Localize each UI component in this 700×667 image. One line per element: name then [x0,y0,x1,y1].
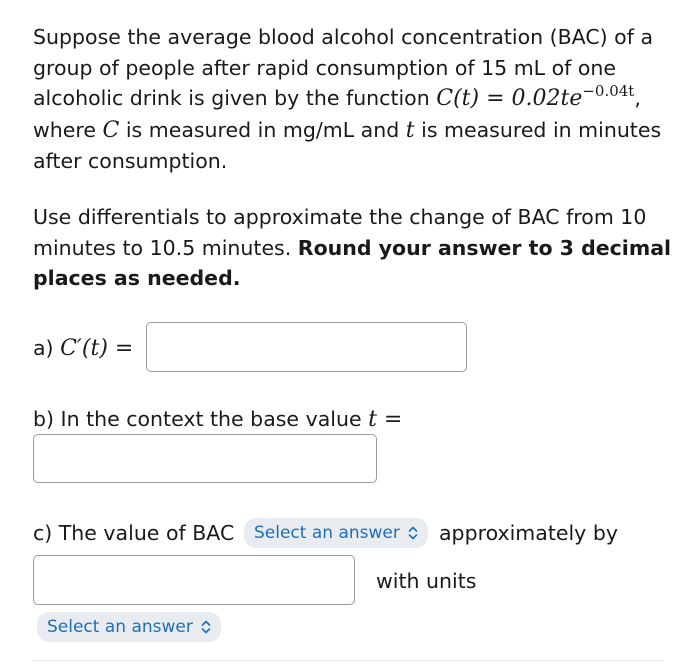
part-a-prefix: a) [33,336,61,360]
function-comma: , [634,86,641,110]
part-a-label [33,333,133,364]
base-value-input[interactable] [33,434,377,483]
direction-select[interactable] [244,518,428,548]
variable-c: C [102,117,120,143]
page-bottom-divider [33,660,663,663]
derivative-expression: C′(t) = [60,336,134,361]
instruction-text: Use differentials to approximate the change of BAC from 10 minutes to 10.5 minutes. [33,205,647,260]
direction-select-value: Select an answer [254,523,400,543]
part-b-variable: t [368,407,377,432]
instructions [33,202,673,294]
problem-intro-text: Suppose the average blood alcohol concentration (BAC) of a group of people after rapid consumption of 15 mL of one alcoholic drink is given by the function [33,25,654,110]
bac-function [436,82,635,111]
problem-text-units: is measured in mg/mL and [119,117,406,142]
units-select-value: Select an answer [47,617,193,637]
part-b-equals: = [376,407,403,432]
part-b-text: b) In the context the base value [33,407,369,431]
problem-text-minutes: is measured in minutes after consumption. [33,117,662,173]
part-c-tail: approximately by [439,521,618,545]
units-label: with units [376,569,477,593]
part-c-label: c) The value of BAC [33,521,235,545]
units-select[interactable] [37,612,221,642]
chevron-updown-icon [201,620,211,634]
function-exponent: −0.04t [582,82,635,100]
part-b-label [33,404,402,435]
rounding-instruction: Round your answer to 3 decimal places as needed. [33,235,672,290]
bac-change-input[interactable] [33,555,355,605]
problem-statement [33,22,673,177]
problem-text-where: where [33,117,103,142]
variable-t: t [405,117,415,143]
derivative-answer-input[interactable] [146,322,467,372]
function-expression: C(t) = 0.02te [436,86,583,111]
chevron-updown-icon [408,526,418,540]
